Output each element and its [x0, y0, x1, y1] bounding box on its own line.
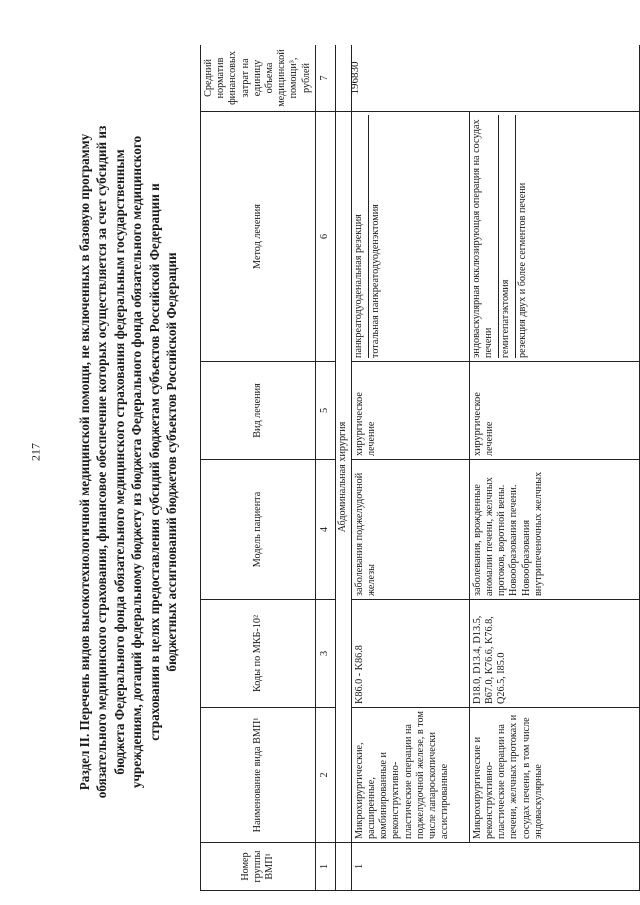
treatment-method-item: панкреатодуоденальная резекция — [352, 115, 369, 358]
patient-model-cell: заболевания, врожденные аномалии печени, желчных протоков, воротной вены. Новообразования печени. Новообразования внутрипеченочных желчных — [469, 460, 639, 600]
title-line: учреждениям, дотаций федеральному бюджету из бюджета Федерального фонда обязательного медицинского — [129, 135, 145, 789]
title-line: страхования в целях предоставления субсидий бюджетам субъектов Российской Федерации и — [146, 183, 162, 741]
section-row — [335, 45, 351, 891]
treatment-method-cell — [469, 112, 639, 362]
header-hmp-name: Наименование вида ВМП¹ — [201, 708, 316, 843]
column-number: 5 — [315, 362, 335, 460]
hmp-name-cell: Микрохирургические, расширенные, комбинированные и реконструктивно-пластические операции на поджелудочной железе, в том числе лапароскопически ассистированные — [351, 708, 469, 843]
icd-codes-cell: K86.0 - K86.8 — [351, 600, 469, 708]
column-number-row — [315, 45, 335, 891]
hmp-table-wrapper — [200, 45, 640, 891]
title-line: бюджета Федерального фонда обязательного медицинского страхования федеральным государственным — [111, 149, 127, 775]
section-heading: Абдоминальная хирургия — [335, 112, 351, 843]
column-number: 3 — [315, 600, 335, 708]
treatment-method-cell — [351, 112, 469, 362]
average-cost-value: 196830 — [349, 61, 362, 95]
title-line: бюджетных ассигнований бюджетов субъектов Российской Федерации — [164, 252, 180, 672]
page-number: 217 — [28, 443, 43, 461]
treatment-method-item: гемигепатэктомия — [499, 115, 516, 358]
header-row — [201, 45, 316, 891]
title-line: Раздел II. Перечень видов высокотехнологичной медицинской помощи, не включенных в базовую программу — [77, 133, 92, 791]
header-treatment-method: Метод лечения — [201, 112, 316, 362]
treatment-type-cell: хирургическое лечение — [469, 362, 639, 460]
hmp-table — [200, 45, 640, 891]
treatment-method-item: тотальная панкреатодуоденэктомия — [370, 204, 382, 358]
title-line: обязательного медицинского страхования, финансовое обеспечение которых осуществляется за счет субсидий из — [94, 125, 110, 799]
header-group-number: Номер группы ВМП¹ — [201, 843, 316, 891]
column-number: 7 — [315, 45, 335, 112]
icd-codes-cell: D18.0, D13.4, D13.5, B67.0, K76.6, K76.8, Q26.5, I85.0 — [469, 600, 639, 708]
column-number: 6 — [315, 112, 335, 362]
table-row — [351, 45, 469, 891]
treatment-method-item: резекция двух и более сегментов печени — [517, 182, 529, 358]
header-average-cost: Средний норматив финансовых затрат на единицу объема медицинской помощи³, рублей — [201, 45, 316, 112]
header-treatment-type: Вид лечения — [201, 362, 316, 460]
header-patient-model: Модель пациента — [201, 460, 316, 600]
column-number: 2 — [315, 708, 335, 843]
group-number-cell: 1 — [351, 843, 639, 891]
average-cost-cell — [351, 45, 639, 112]
column-number: 1 — [315, 843, 335, 891]
patient-model-cell: заболевания поджелудочной железы — [351, 460, 469, 600]
hmp-name-cell: Микрохирургические и реконструктивно-пластические операции на печени, желчных протоках и сосудах печени, в том числе эндоваскулярные — [469, 708, 639, 843]
header-icd-codes: Коды по МКБ-10² — [201, 600, 316, 708]
table-row — [469, 45, 639, 891]
treatment-method-item: эндоваскулярная окклюзирующая операция на сосудах печени — [470, 115, 499, 358]
treatment-type-cell: хирургическое лечение — [351, 362, 469, 460]
column-number: 4 — [315, 460, 335, 600]
section-title — [76, 67, 180, 857]
